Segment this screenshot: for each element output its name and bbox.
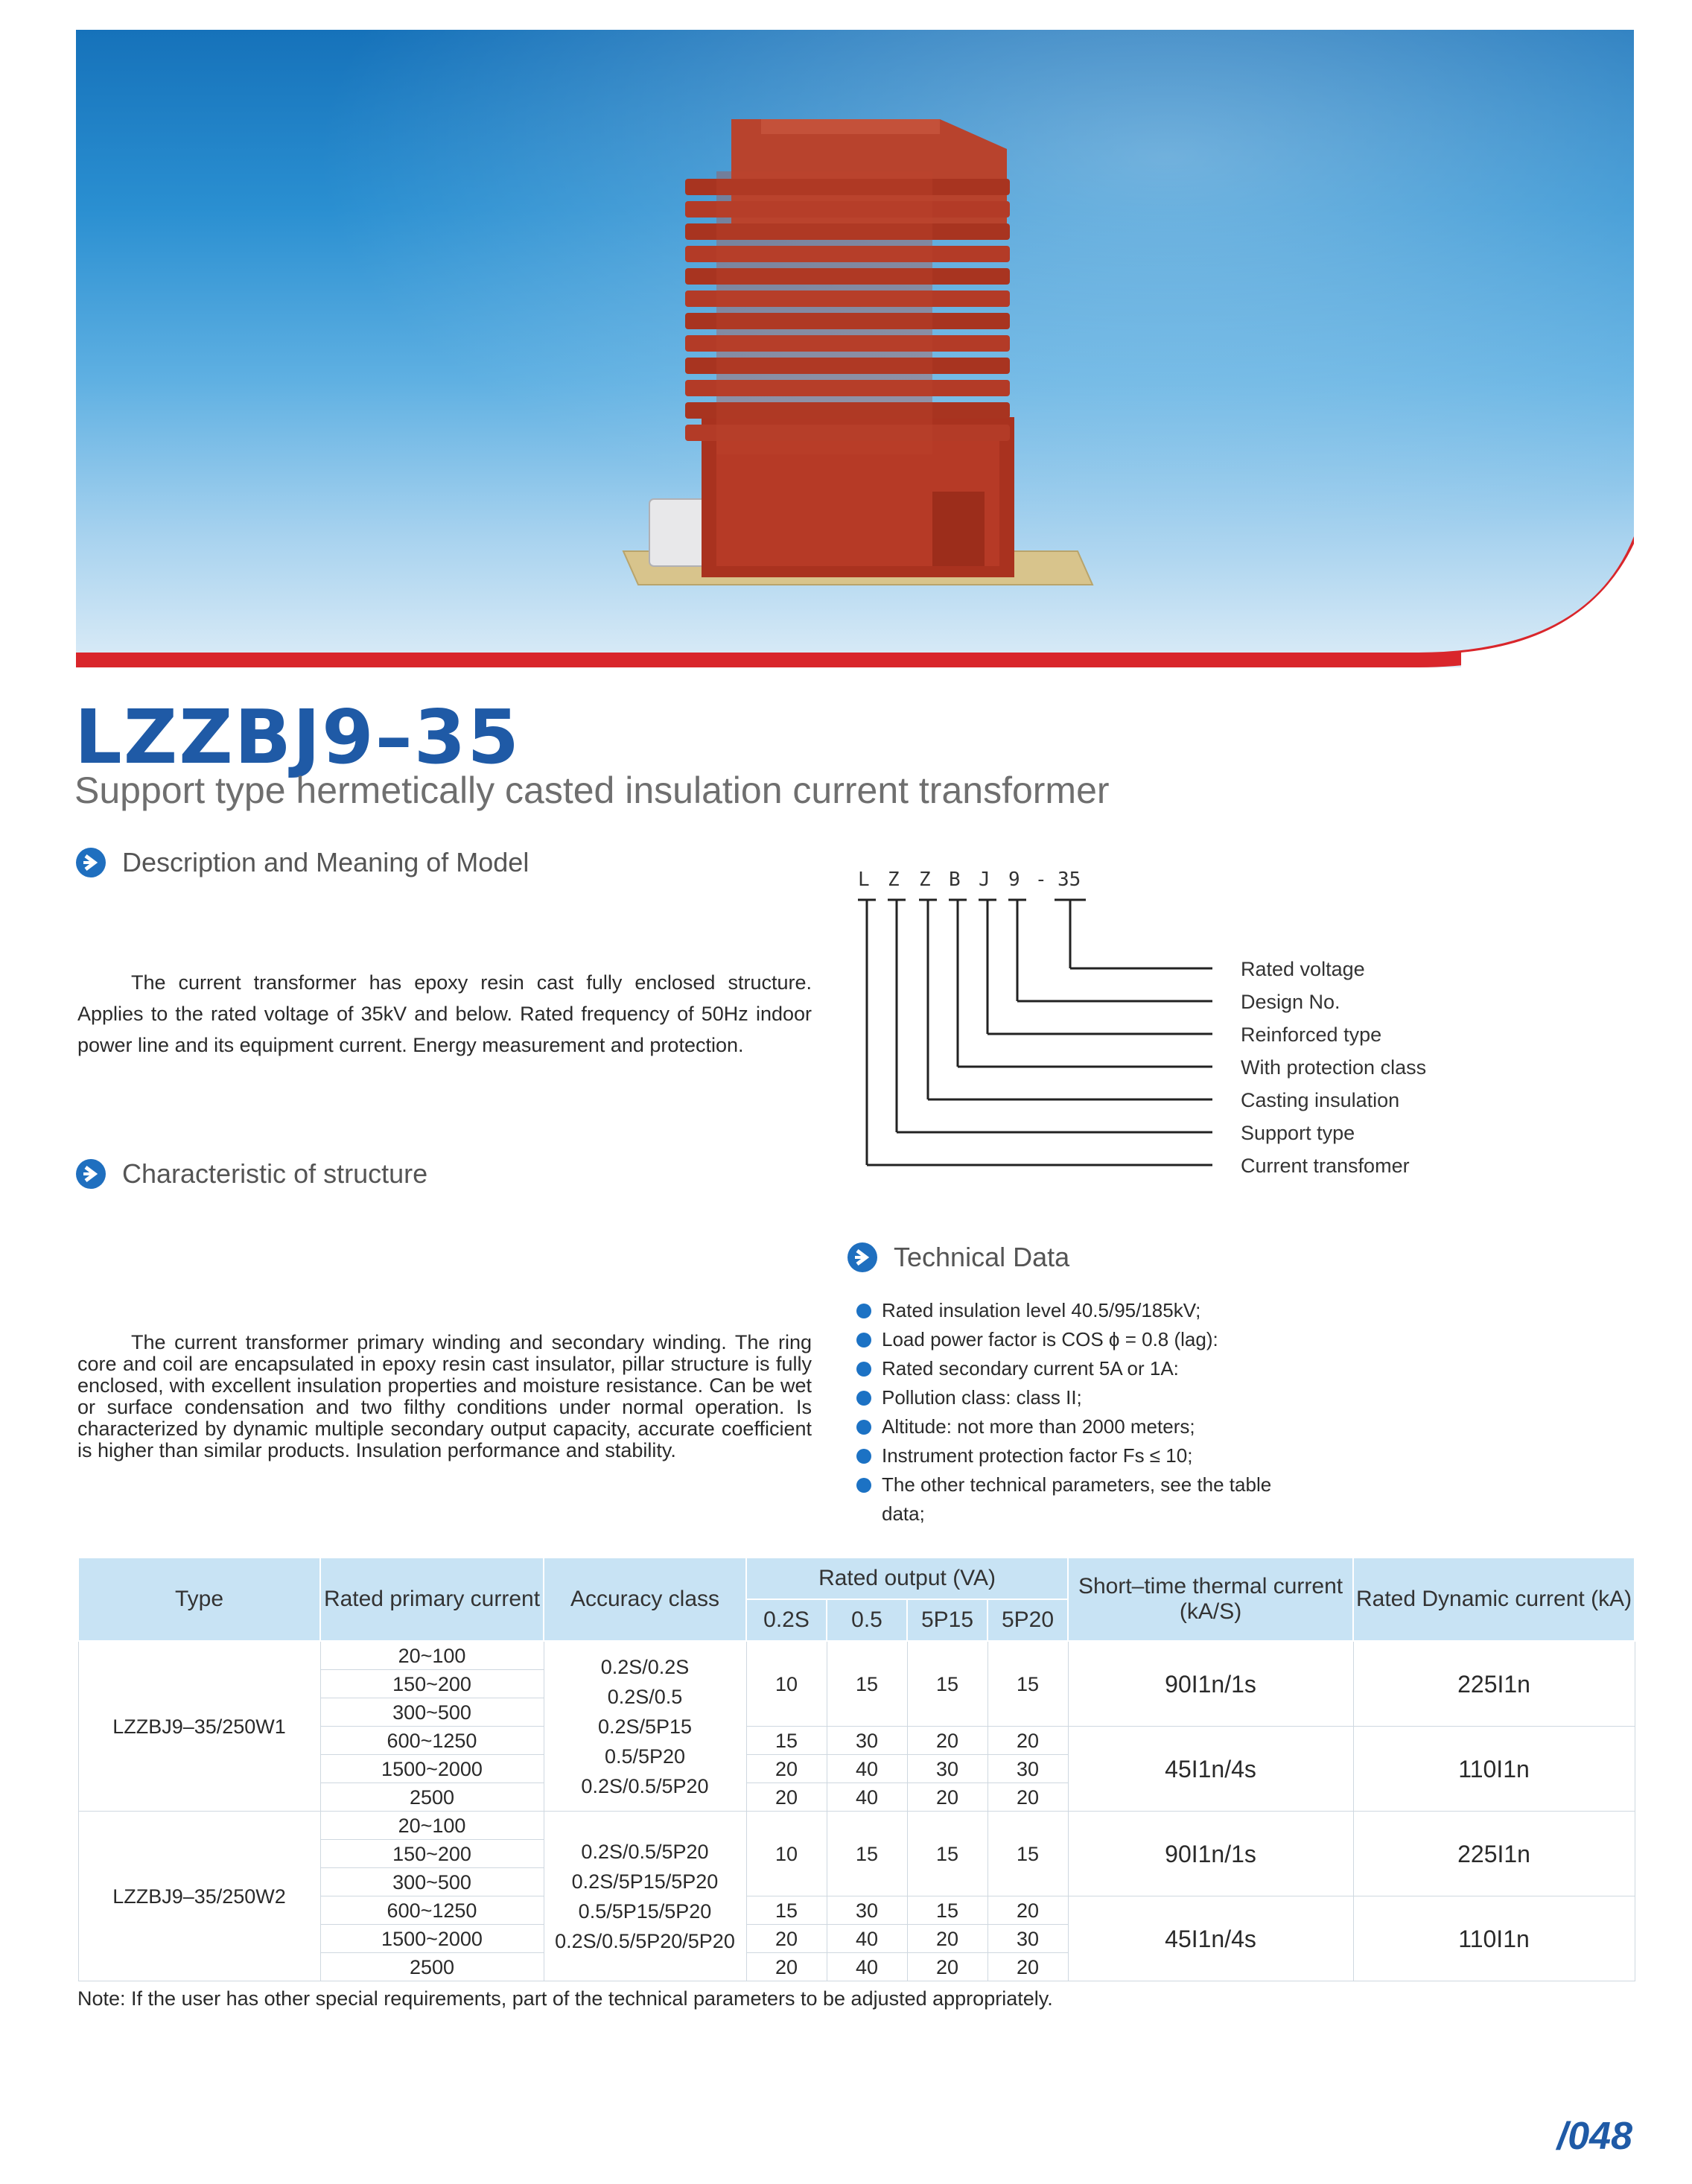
current-cell: 600~1250 <box>320 1896 544 1925</box>
model-letter: 35 <box>1058 869 1081 891</box>
product-subtitle: Support type hermetically casted insulation current transformer <box>74 769 1110 811</box>
dynamic-cell: 110I1n <box>1353 1727 1635 1812</box>
output-cell: 20 <box>907 1953 987 1981</box>
diagram-label: With protection class <box>1241 1056 1427 1079</box>
arrow-circle-icon <box>76 848 106 877</box>
current-cell: 2500 <box>320 1783 544 1812</box>
accuracy-cell: 0.2S/0.2S 0.2S/0.5 0.2S/5P15 0.5/5P20 0.2S/0.5/5P20 <box>544 1641 746 1812</box>
model-letter: 9 <box>1008 869 1020 891</box>
current-cell: 2500 <box>320 1953 544 1981</box>
list-item: Altitude: not more than 2000 meters; <box>856 1412 1273 1441</box>
model-letter: L <box>858 869 870 891</box>
col-header-type: Type <box>78 1558 320 1641</box>
description-heading <box>76 848 529 877</box>
output-cell: 40 <box>827 1953 907 1981</box>
current-cell: 150~200 <box>320 1840 544 1868</box>
structure-paragraph: The current transformer primary winding and secondary winding. The ring core and coil are encapsulated in epoxy resin cast insulator, pillar structure is fully enclosed, with excellent insulation properties and moisture resistance. Can be wet or surface condensation and two filthy conditions under normal operation. Is characterized by dynamic multiple secondary output capacity, accurate coefficient is higher than similar products. Insulation performance and stability. <box>77 1331 812 1461</box>
page-number: /048 <box>1556 2115 1632 2158</box>
current-cell: 1500~2000 <box>320 1925 544 1953</box>
list-item: The other technical parameters, see the table data; <box>856 1470 1273 1529</box>
output-cell: 30 <box>827 1727 907 1755</box>
current-cell: 1500~2000 <box>320 1755 544 1783</box>
model-title: LZZBJ9–35 <box>74 693 521 781</box>
output-cell: 20 <box>746 1783 827 1812</box>
col-header-output-class: 0.5 <box>827 1599 907 1641</box>
diagram-label: Current transfomer <box>1241 1155 1410 1177</box>
output-cell: 15 <box>827 1812 907 1896</box>
output-cell: 20 <box>907 1783 987 1812</box>
description-paragraph: The current transformer has epoxy resin cast fully enclosed structure. Applies to the rated voltage of 35kV and below. Rated frequency of 50Hz indoor power line and its equipment current. Energy measurement and protection. <box>77 971 812 1056</box>
current-cell: 20~100 <box>320 1641 544 1670</box>
bullet-icon <box>856 1304 871 1318</box>
col-header-output-class: 0.2S <box>746 1599 827 1641</box>
output-cell: 30 <box>987 1755 1068 1783</box>
output-cell: 40 <box>827 1925 907 1953</box>
bullet-icon <box>856 1391 871 1406</box>
list-item: Instrument protection factor Fs ≤ 10; <box>856 1441 1273 1470</box>
output-cell: 20 <box>907 1925 987 1953</box>
bullet-icon <box>856 1333 871 1347</box>
output-cell: 20 <box>746 1925 827 1953</box>
bullet-icon <box>856 1420 871 1435</box>
current-cell: 300~500 <box>320 1868 544 1896</box>
thermal-cell: 45I1n/4s <box>1068 1896 1353 1981</box>
list-item: Rated insulation level 40.5/95/185kV; <box>856 1296 1273 1325</box>
output-cell: 15 <box>907 1641 987 1727</box>
output-cell: 15 <box>987 1812 1068 1896</box>
thermal-cell: 45I1n/4s <box>1068 1727 1353 1812</box>
output-cell: 20 <box>907 1727 987 1755</box>
current-cell: 150~200 <box>320 1670 544 1698</box>
model-letter: - <box>1035 869 1047 891</box>
col-header-output-class: 5P15 <box>907 1599 987 1641</box>
output-cell: 15 <box>907 1896 987 1925</box>
structure-heading <box>76 1159 427 1189</box>
technical-list <box>856 1296 1273 1529</box>
list-item: Pollution class: class II; <box>856 1383 1273 1412</box>
list-item: Rated secondary current 5A or 1A: <box>856 1354 1273 1383</box>
dynamic-cell: 110I1n <box>1353 1896 1635 1981</box>
current-cell: 600~1250 <box>320 1727 544 1755</box>
list-item: Load power factor is COS ϕ = 0.8 (lag): <box>856 1325 1273 1354</box>
diagram-label: Support type <box>1241 1122 1355 1144</box>
thermal-cell: 90I1n/1s <box>1068 1641 1353 1727</box>
table-row <box>78 1812 1635 1840</box>
output-cell: 40 <box>827 1755 907 1783</box>
diagram-label: Casting insulation <box>1241 1089 1400 1111</box>
output-cell: 30 <box>827 1896 907 1925</box>
spec-table <box>77 1557 1635 1981</box>
bullet-icon <box>856 1362 871 1377</box>
product-photo <box>76 30 1634 667</box>
output-cell: 10 <box>746 1812 827 1896</box>
col-header-primary: Rated primary current <box>320 1558 544 1641</box>
technical-heading <box>847 1242 1069 1272</box>
diagram-label: Design No. <box>1241 991 1340 1013</box>
model-letter: Z <box>919 869 931 891</box>
output-cell: 15 <box>746 1896 827 1925</box>
accuracy-cell: 0.2S/0.5/5P20 0.2S/5P15/5P20 0.5/5P15/5P20 0.2S/0.5/5P20/5P20 <box>544 1812 746 1981</box>
output-cell: 40 <box>827 1783 907 1812</box>
hero-banner <box>76 30 1634 667</box>
output-cell: 20 <box>987 1953 1068 1981</box>
bullet-icon <box>856 1478 871 1493</box>
current-cell: 20~100 <box>320 1812 544 1840</box>
model-letter: J <box>979 869 990 891</box>
current-cell: 300~500 <box>320 1698 544 1727</box>
output-cell: 20 <box>746 1755 827 1783</box>
type-cell: LZZBJ9–35/250W2 <box>78 1812 320 1981</box>
output-cell: 30 <box>907 1755 987 1783</box>
output-cell: 15 <box>827 1641 907 1727</box>
output-cell: 20 <box>987 1896 1068 1925</box>
col-header-accuracy: Accuracy class <box>544 1558 746 1641</box>
diagram-label: Rated voltage <box>1241 958 1365 980</box>
output-cell: 30 <box>987 1925 1068 1953</box>
bullet-icon <box>856 1449 871 1464</box>
description-heading-text: Description and Meaning of Model <box>122 847 529 877</box>
technical-heading-text: Technical Data <box>894 1242 1070 1272</box>
dynamic-cell: 225I1n <box>1353 1812 1635 1896</box>
model-code-tree <box>856 894 1229 1177</box>
col-header-dynamic: Rated Dynamic current (kA) <box>1353 1558 1635 1641</box>
dynamic-cell: 225I1n <box>1353 1641 1635 1727</box>
output-cell: 10 <box>746 1641 827 1727</box>
thermal-cell: 90I1n/1s <box>1068 1812 1353 1896</box>
output-cell: 20 <box>746 1953 827 1981</box>
output-cell: 15 <box>907 1812 987 1896</box>
output-cell: 15 <box>746 1727 827 1755</box>
structure-heading-text: Characteristic of structure <box>122 1158 428 1189</box>
output-cell: 20 <box>987 1727 1068 1755</box>
col-header-thermal: Short–time thermal current (kA/S) <box>1068 1558 1353 1641</box>
col-header-output-class: 5P20 <box>987 1599 1068 1641</box>
arrow-circle-icon <box>847 1242 877 1272</box>
diagram-label: Reinforced type <box>1241 1023 1382 1046</box>
model-letter: Z <box>888 869 900 891</box>
type-cell: LZZBJ9–35/250W1 <box>78 1641 320 1812</box>
col-header-output: Rated output (VA) <box>746 1558 1068 1599</box>
output-cell: 15 <box>987 1641 1068 1727</box>
arrow-circle-icon <box>76 1159 106 1189</box>
footnote: Note: If the user has other special requirements, part of the technical parameters to be adjusted appropriately. <box>77 1987 1053 2010</box>
model-letter: B <box>949 869 961 891</box>
table-row <box>78 1641 1635 1670</box>
output-cell: 20 <box>987 1783 1068 1812</box>
